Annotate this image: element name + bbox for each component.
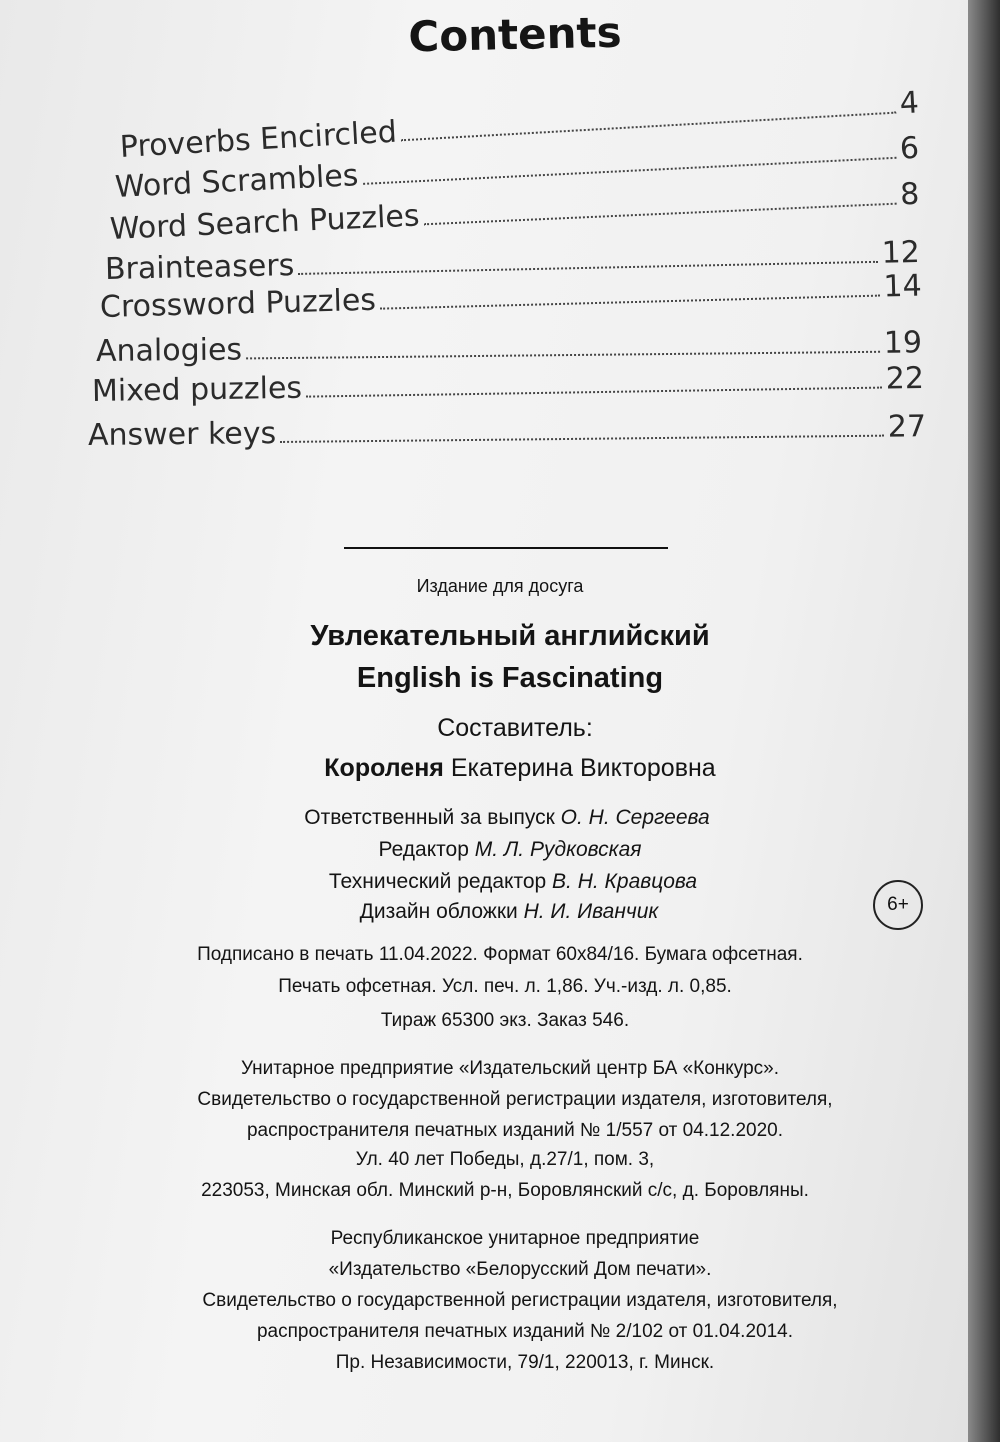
- printer-line4: распространителя печатных изданий № 2/102 от 01.04.2014.: [256, 1321, 794, 1342]
- toc-leader-dots: [246, 350, 880, 360]
- print-info-line3: Тираж 65300 экз. Заказ 546.: [380, 1010, 630, 1031]
- responsible-line: [42, 806, 968, 830]
- editor-line: [45, 838, 968, 862]
- print-info-line2: Печать офсетная. Усл. печ. л. 1,86. Уч.-изд. л. 0,85.: [278, 976, 732, 997]
- edition-type: Издание для досуга: [416, 576, 584, 596]
- toc-item-page: 6: [899, 130, 920, 167]
- book-title-en: English is Fascinating: [356, 662, 664, 694]
- toc-leader-dots: [424, 202, 897, 226]
- toc-item-title: Mixed puzzles: [91, 370, 303, 409]
- toc-item-answer-keys[interactable]: [88, 409, 926, 453]
- tech-editor-label: Технический редактор: [328, 870, 547, 893]
- cover-design-line: [44, 900, 968, 924]
- compiler-surname: Короленя: [324, 754, 444, 782]
- printer-line5: Пр. Независимости, 79/1, 220013, г. Минск.: [335, 1352, 715, 1373]
- toc-item-page: 27: [887, 409, 927, 445]
- printer-line1: Республиканское унитарное предприятие: [330, 1228, 700, 1249]
- tech-editor-name: В. Н. Кравцова: [552, 870, 698, 893]
- publisher-line1: Унитарное предприятие «Издательский центр БА «Конкурс».: [240, 1058, 780, 1079]
- cover-design-name: Н. И. Иванчик: [523, 900, 659, 923]
- show-through-text: ​: [819, 30, 821, 65]
- editor-name: М. Л. Рудковская: [474, 838, 642, 861]
- toc-item-title: Brainteasers: [104, 248, 295, 287]
- toc-item-page: 4: [898, 85, 920, 122]
- toc-item-title: Word Scrambles: [114, 158, 360, 205]
- book-title-ru: Увлекательный английский: [310, 620, 710, 652]
- toc-item-page: 19: [883, 325, 923, 361]
- page-edge-shadow: [968, 0, 1000, 1442]
- toc-item-title: Analogies: [95, 332, 243, 369]
- toc-leader-dots: [280, 434, 884, 443]
- toc-leader-dots: [380, 294, 880, 310]
- responsible-name: О. Н. Сергеева: [560, 806, 710, 829]
- toc-item-title: Crossword Puzzles: [99, 282, 377, 325]
- cover-design-label: Дизайн обложки: [359, 900, 518, 923]
- toc-item-title: Proverbs Encircled: [119, 114, 398, 165]
- toc-item-mixed[interactable]: [92, 361, 924, 409]
- toc-item-title: Answer keys: [87, 416, 277, 453]
- publisher-line4: Ул. 40 лет Победы, д.27/1, пом. 3,: [355, 1149, 655, 1170]
- divider-rule: [344, 547, 668, 549]
- toc-leader-dots: [306, 386, 882, 398]
- toc-item-page: 22: [885, 360, 925, 397]
- toc-item-title: Word Search Puzzles: [109, 198, 421, 247]
- editor-label: Редактор: [378, 838, 469, 861]
- publisher-line3: распространителя печатных изданий № 1/557 от 04.12.2020.: [246, 1120, 784, 1141]
- compiler-given-names: Екатерина Викторовна: [450, 754, 716, 782]
- compiler-line: [55, 754, 968, 783]
- tech-editor-line: [48, 870, 968, 894]
- toc-item-page: 8: [899, 176, 920, 213]
- printer-line2: «Издательство «Белорусский Дом печати».: [328, 1259, 712, 1280]
- responsible-label: Ответственный за выпуск: [304, 806, 555, 829]
- publisher-line2: Свидетельство о государственной регистрации издателя, изготовителя,: [197, 1089, 833, 1110]
- publisher-line5: 223053, Минская обл. Минский р-н, Боровлянский с/с, д. Боровляны.: [201, 1180, 809, 1201]
- printer-line3: Свидетельство о государственной регистрации издателя, изготовителя,: [202, 1290, 838, 1311]
- toc-item-page: 12: [881, 234, 921, 271]
- print-info-line1: Подписано в печать 11.04.2022. Формат 60x84/16. Бумага офсетная.: [197, 944, 803, 965]
- compiler-label: Составитель:: [437, 714, 593, 742]
- age-rating-badge: 6+: [873, 880, 923, 930]
- toc-item-page: 14: [883, 268, 923, 305]
- contents-heading: Contents: [407, 7, 623, 62]
